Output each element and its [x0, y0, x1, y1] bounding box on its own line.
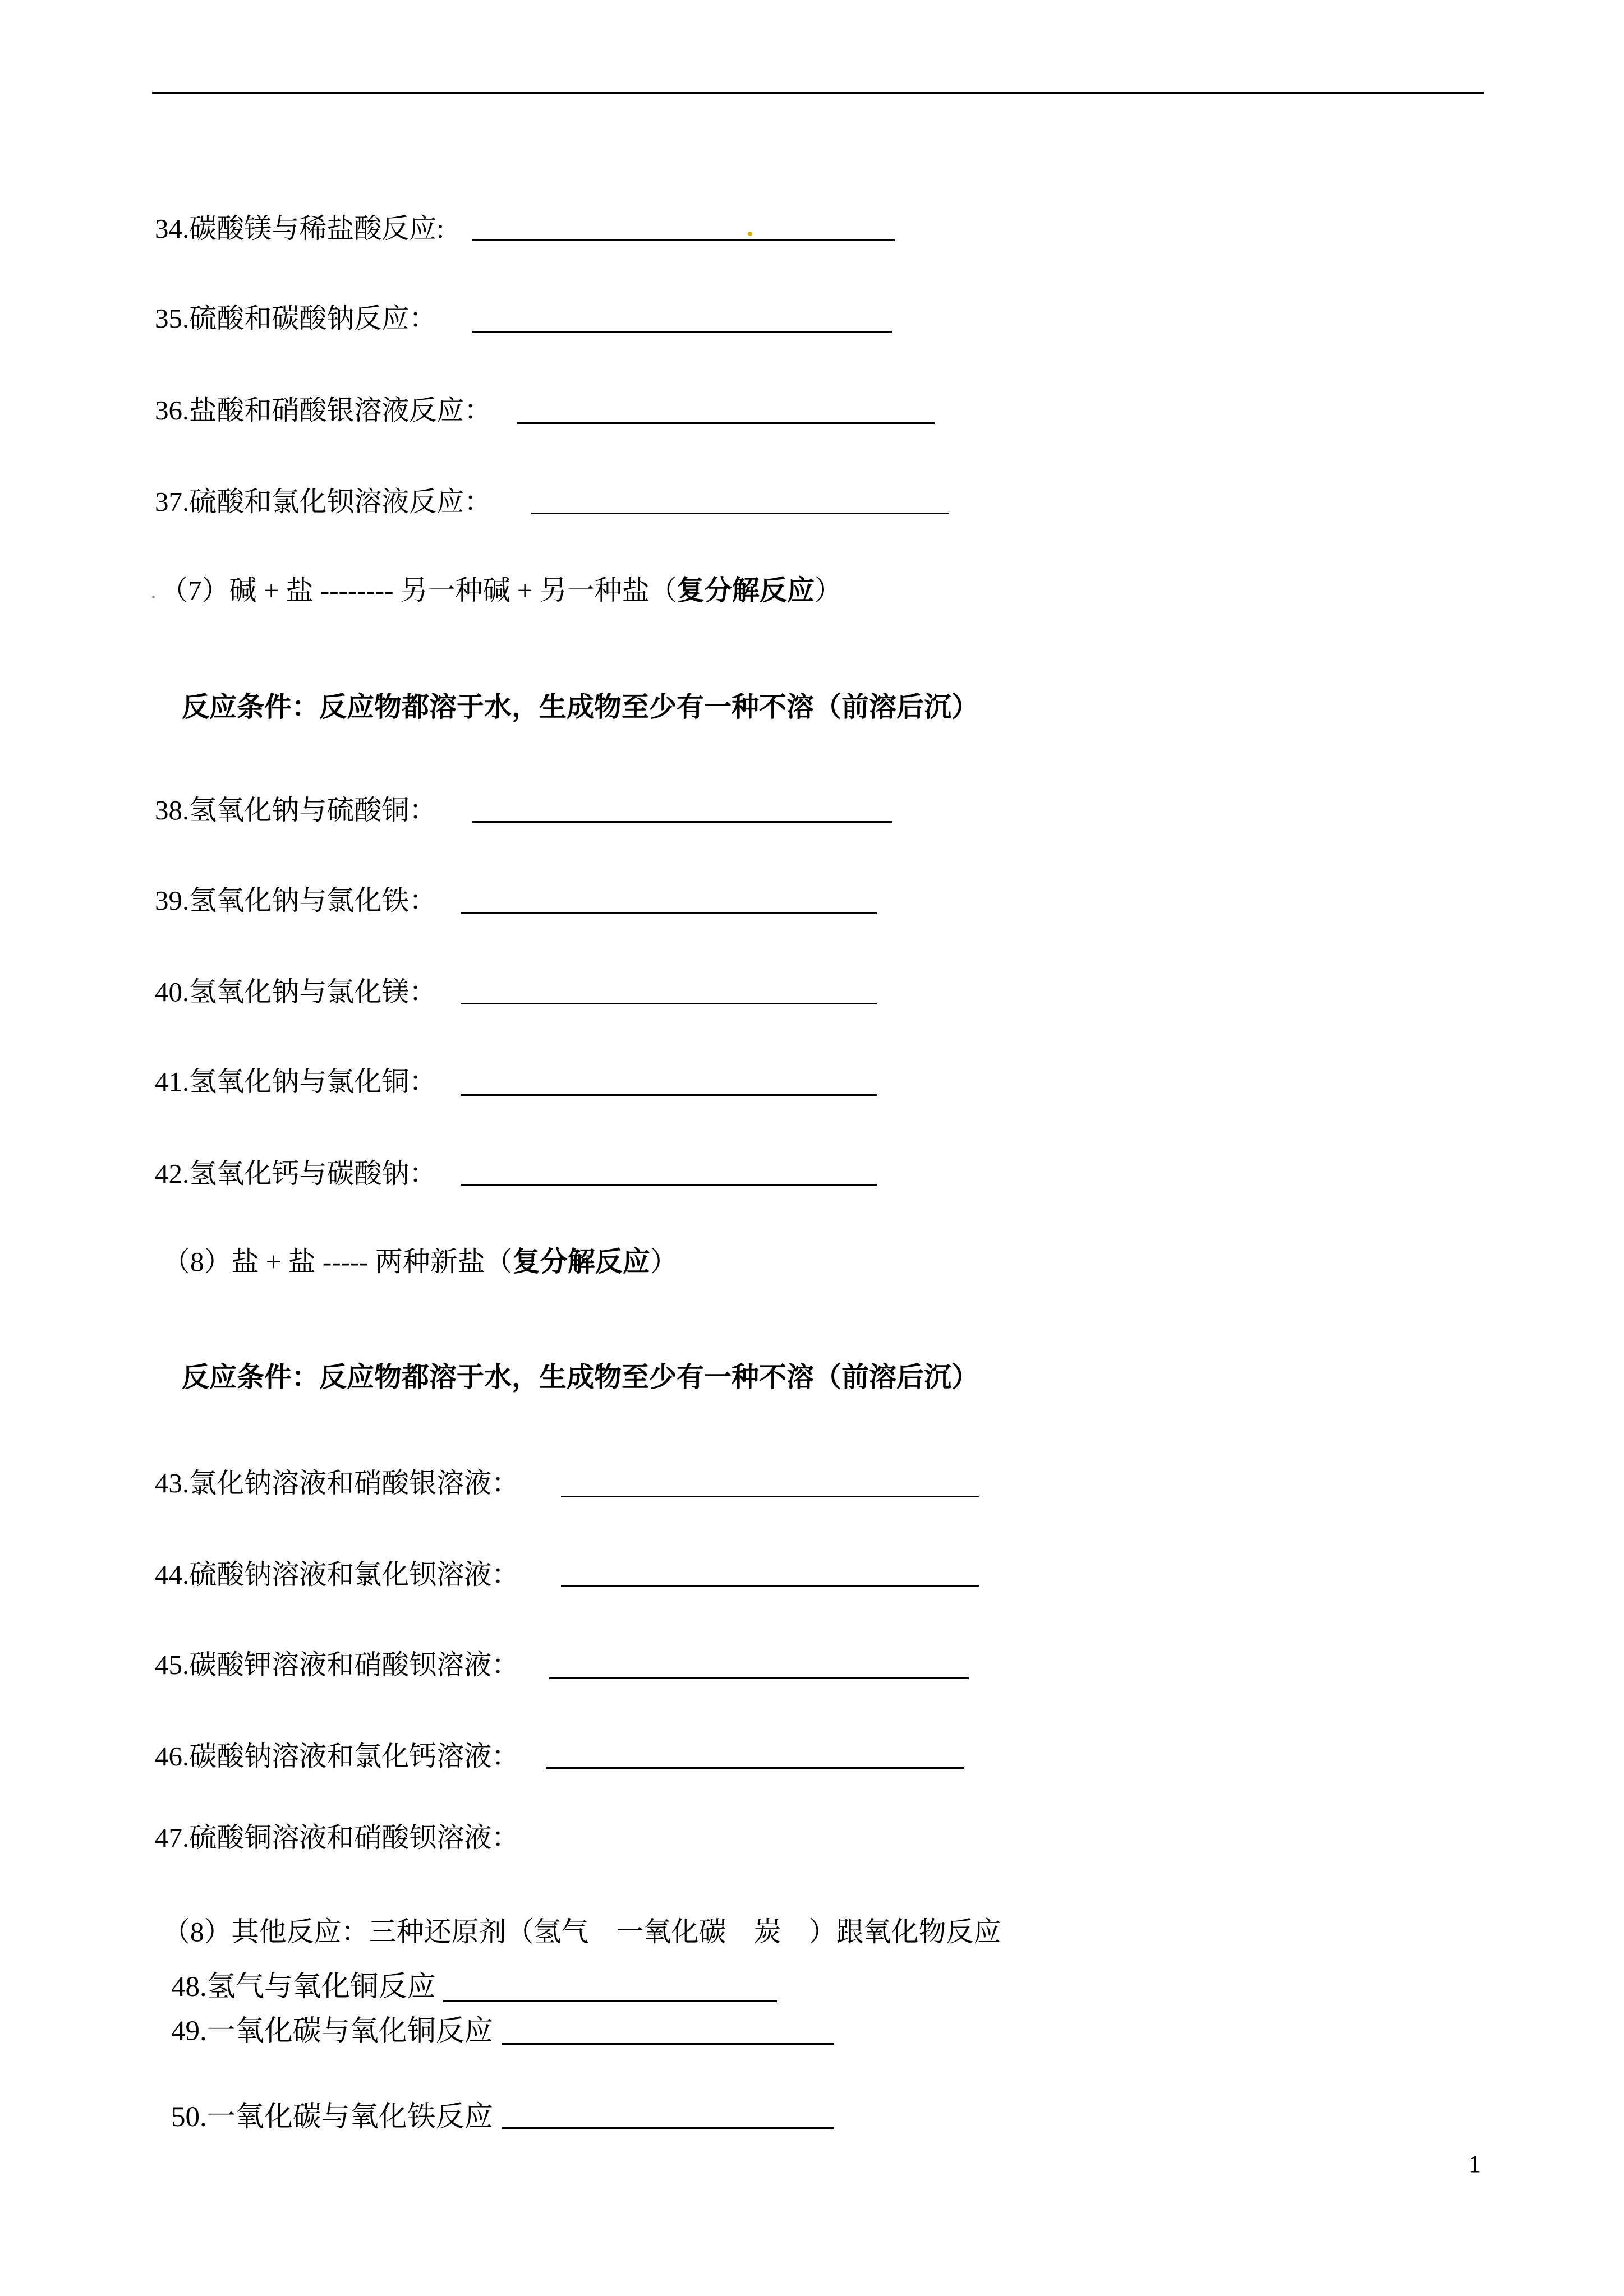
page-number: 1 — [1469, 2150, 1481, 2178]
answer-blank — [549, 1677, 969, 1679]
reaction-34-label: 34.碳酸镁与稀盐酸反应: — [155, 213, 444, 244]
reaction-36-label: 36.盐酸和硝酸银溶液反应： — [155, 395, 492, 426]
reaction-47-label: 47.硫酸铜溶液和硝酸钡溶液： — [155, 1822, 519, 1853]
answer-blank — [461, 912, 877, 914]
reaction-40-label: 40.氢氧化钠与氯化镁： — [155, 976, 437, 1007]
section-8-close: ） — [650, 1246, 678, 1277]
reaction-37-label: 37.硫酸和氯化钡溶液反应： — [155, 486, 492, 517]
reaction-41-label: 41.氢氧化钠与氯化铜： — [155, 1066, 437, 1097]
section-8-text: （8）盐 + 盐 ----- 两种新盐（ — [163, 1246, 513, 1277]
section-7-close: ） — [814, 575, 842, 606]
answer-blank — [502, 2043, 834, 2045]
answer-blank — [443, 2000, 777, 2002]
answer-blank — [517, 422, 935, 424]
section-7-heading — [160, 574, 842, 607]
reaction-45-label: 45.碳酸钾溶液和硝酸钡溶液： — [155, 1649, 519, 1680]
answer-blank — [461, 1094, 877, 1096]
reaction-46-label: 46.碳酸钠溶液和氯化钙溶液： — [155, 1741, 519, 1772]
header-rule — [152, 92, 1484, 94]
reaction-43-label: 43.氯化钠溶液和硝酸银溶液： — [155, 1468, 519, 1499]
condition-8: 反应条件：反应物都溶于水，生成物至少有一种不溶（前溶后沉） — [182, 1362, 979, 1393]
answer-blank — [561, 1496, 979, 1497]
reaction-50-label: 50.一氧化碳与氧化铁反应 — [171, 2101, 493, 2133]
reaction-49-label: 49.一氧化碳与氧化铜反应 — [171, 2016, 493, 2047]
reaction-48-label: 48.氢气与氧化铜反应 — [171, 1971, 436, 2003]
ink-speck — [152, 596, 155, 598]
reaction-38-label: 38.氢氧化钠与硫酸铜： — [155, 795, 437, 826]
ink-speck — [748, 232, 752, 236]
section-other-heading: （8）其他反应：三种还原剂（氢气 一氧化碳 炭 ）跟氧化物反应 — [163, 1916, 1001, 1947]
answer-blank — [472, 331, 892, 333]
reaction-35-label: 35.硫酸和碳酸钠反应： — [155, 303, 437, 334]
answer-blank — [502, 2127, 834, 2129]
section-7-type: 复分解反应 — [677, 575, 815, 606]
condition-7: 反应条件：反应物都溶于水，生成物至少有一种不溶（前溶后沉） — [182, 691, 979, 722]
section-8-type: 复分解反应 — [512, 1246, 650, 1277]
answer-blank — [472, 239, 895, 241]
reaction-44-label: 44.硫酸钠溶液和氯化钡溶液： — [155, 1559, 519, 1590]
answer-blank — [461, 1003, 877, 1004]
reaction-39-label: 39.氢氧化钠与氯化铁： — [155, 885, 437, 916]
answer-blank — [472, 821, 892, 823]
answer-blank — [461, 1184, 877, 1186]
section-7-text: （7）碱 + 盐 -------- 另一种碱 + 另一种盐（ — [160, 575, 677, 606]
answer-blank — [561, 1585, 979, 1587]
section-8-heading — [163, 1245, 678, 1279]
reaction-42-label: 42.氢氧化钙与碳酸钠： — [155, 1158, 437, 1189]
answer-blank — [546, 1767, 964, 1769]
answer-blank — [531, 513, 949, 514]
